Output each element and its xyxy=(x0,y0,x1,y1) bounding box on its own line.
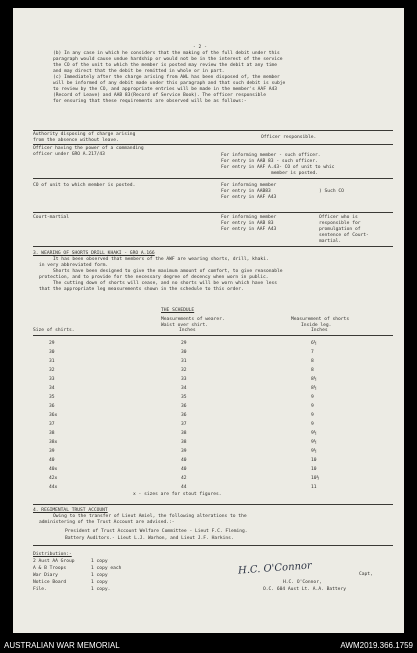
text-line: that the appropriate leg measurements shown in the schedule to this order. xyxy=(39,287,244,292)
schedule-size-cell: 40x xyxy=(49,467,58,472)
schedule-size-cell: 34 xyxy=(49,386,55,391)
schedule-waist-cell: 37 xyxy=(181,422,187,427)
schedule-waist-cell: 38 xyxy=(181,440,187,445)
schedule-waist-cell: 36 xyxy=(181,413,187,418)
schedule-waist-cell: 40 xyxy=(181,458,187,463)
schedule-size-cell: 31 xyxy=(49,359,55,364)
schedule-leg-cell: 9 xyxy=(311,413,314,418)
row-right: For entry in AAB83 xyxy=(221,189,271,194)
text-line: Owing to the transfer of Lieut Amiel, the following alterations to the xyxy=(53,514,247,519)
row-right: For entry in AAF A.43- CO of unit to whic xyxy=(221,165,335,170)
distribution-label: War Diary xyxy=(33,573,58,578)
handwritten-signature: H.C. O'Connor xyxy=(237,560,313,577)
schedule-waist-cell: 38 xyxy=(181,431,187,436)
col-header: Inches xyxy=(179,328,196,333)
schedule-waist-cell: 42 xyxy=(181,476,187,481)
schedule-size-cell: 40 xyxy=(49,458,55,463)
schedule-waist-cell: 29 xyxy=(181,341,187,346)
row-right: For informing member - such officer. xyxy=(221,153,321,158)
rule xyxy=(33,144,393,145)
row-left: CO of unit to which member is posted. xyxy=(33,183,136,188)
schedule-size-cell: 42x xyxy=(49,476,58,481)
row-right: For entry in AAB 83 xyxy=(221,221,274,226)
distribution-copies: 1 copy xyxy=(91,580,108,585)
rule xyxy=(33,545,393,546)
schedule-size-cell: 36 xyxy=(49,404,55,409)
row-right: For informing member xyxy=(221,183,277,188)
schedule-waist-cell: 40 xyxy=(181,467,187,472)
text-line: (c) Immediately after the charge arising from AWL has been disposed of, the member xyxy=(53,75,280,80)
distribution-title: Distribution:- xyxy=(33,552,72,557)
section-heading: 3. WEARING OF SHORTS DRILL KHAKI - GRO A.166 xyxy=(33,251,155,256)
distribution-copies: 1 copy xyxy=(91,573,108,578)
distribution-copies: 1 copy each xyxy=(91,566,122,571)
col-header: Size of shirts. xyxy=(33,328,75,333)
schedule-size-cell: 35 xyxy=(49,395,55,400)
schedule-size-cell: 36x xyxy=(49,413,58,418)
schedule-leg-cell: 8½ xyxy=(311,377,317,382)
schedule-leg-cell: 7 xyxy=(311,350,314,355)
schedule-title: THE SCHEDULE xyxy=(161,308,195,313)
distribution-label: 2 Aust AA Group xyxy=(33,559,75,564)
distribution-label: File. xyxy=(33,587,47,592)
signature-rank: Capt, xyxy=(359,572,373,577)
schedule-waist-cell: 33 xyxy=(181,377,187,382)
schedule-leg-cell: 9½ xyxy=(311,431,317,436)
schedule-size-cell: 38x xyxy=(49,440,58,445)
text-line: The cutting down of shorts will cease, and no shorts will be worn which have less xyxy=(53,281,278,286)
schedule-leg-cell: 8 xyxy=(311,368,314,373)
schedule-leg-cell: 11 xyxy=(311,485,317,490)
archive-footer xyxy=(0,639,417,653)
col-header: Inside leg. xyxy=(301,323,332,328)
schedule-waist-cell: 44 xyxy=(181,485,187,490)
row-left: Officer having the power of a commanding xyxy=(33,146,144,151)
schedule-waist-cell: 32 xyxy=(181,368,187,373)
schedule-size-cell: 33 xyxy=(49,377,55,382)
schedule-size-cell: 30 xyxy=(49,350,55,355)
distribution-label: Notice Board xyxy=(33,580,67,585)
text-line: and may direct that the debit be remitted in whole or in part. xyxy=(53,69,225,74)
rule xyxy=(33,212,393,213)
schedule-leg-cell: 9 xyxy=(311,422,314,427)
schedule-size-cell: 39 xyxy=(49,449,55,454)
text-line: (Record of Leave) and AAB 83(Record of Service Book). The officer responsible xyxy=(53,93,266,98)
text-line: for ensuring that these requirements are observed will be as follows:- xyxy=(53,99,247,104)
text-line: in very abbreviated form. xyxy=(39,263,109,268)
schedule-leg-cell: 8½ xyxy=(311,386,317,391)
text-line: will be informed of any debit made under this paragraph and that such debit is subje xyxy=(53,81,286,86)
text-line: Battery Auditors.- Lieut L.J. Warhon, and Lieut J.F. Harkins. xyxy=(65,536,234,541)
schedule-footnote: x - sizes are for stout figures. xyxy=(133,492,222,497)
schedule-size-cell: 37 xyxy=(49,422,55,427)
footer-source: AUSTRALIAN WAR MEMORIAL xyxy=(4,641,120,650)
text-line: the CO of the unit to which the member is posted may review the debit at any time xyxy=(53,63,278,68)
text-line: Shorts have been designed to give the maximum amount of comfort, to give reasonable xyxy=(53,269,283,274)
row-right: For informing member xyxy=(221,215,277,220)
col-header: Inches xyxy=(311,328,328,333)
schedule-waist-cell: 31 xyxy=(181,359,187,364)
distribution-label: A & B Troops xyxy=(33,566,67,571)
distribution-copies: 1 copy xyxy=(91,559,108,564)
row-note: promulgation of xyxy=(319,227,361,232)
distribution-copies: 1 copy. xyxy=(91,587,111,592)
text-line: administering of the Trust Account are advised.:- xyxy=(39,520,175,525)
rule xyxy=(33,335,393,336)
header-left: Authority disposing of charge arising xyxy=(33,132,136,137)
schedule-waist-cell: 39 xyxy=(181,449,187,454)
row-note: ) Such CO xyxy=(319,189,344,194)
row-right: For entry in AAF A43 xyxy=(221,227,277,232)
schedule-size-cell: 29 xyxy=(49,341,55,346)
row-left: officer under GRO A.217/43 xyxy=(33,152,105,157)
schedule-leg-cell: 6½ xyxy=(311,341,317,346)
schedule-leg-cell: 9 xyxy=(311,395,314,400)
schedule-leg-cell: 10 xyxy=(311,467,317,472)
header-left: from the absence without leave. xyxy=(33,138,119,143)
row-right: member is posted. xyxy=(271,171,319,176)
rule xyxy=(33,504,393,505)
header-right: Officer responsible. xyxy=(261,135,317,140)
row-right: For entry in AAB 83 - such officer. xyxy=(221,159,318,164)
text-line: (b) In any case in which he considers that the making of the full debit under this xyxy=(53,51,280,56)
schedule-size-cell: 44x xyxy=(49,485,58,490)
text-line: to review by the CO, and appropriate entries will be made in the member's AAF A43 xyxy=(53,87,278,92)
schedule-leg-cell: 8 xyxy=(311,359,314,364)
row-note: martial. xyxy=(319,239,342,244)
schedule-leg-cell: 9 xyxy=(311,404,314,409)
text-line: President of Trust Account Welfare Committee - Lieut F.C. Fleming. xyxy=(65,529,248,534)
col-header: Measurements of wearer. xyxy=(161,317,225,322)
page-number: - 2 - xyxy=(193,45,207,50)
schedule-size-cell: 32 xyxy=(49,368,55,373)
rule xyxy=(33,246,393,247)
schedule-waist-cell: 30 xyxy=(181,350,187,355)
rule xyxy=(33,130,393,131)
text-line: paragraph would cause undue hardship or would not be in the interest of the service xyxy=(53,57,283,62)
col-header: Waist over shirt. xyxy=(161,323,209,328)
schedule-leg-cell: 9½ xyxy=(311,449,317,454)
schedule-waist-cell: 34 xyxy=(181,386,187,391)
text-line: protection, and to provide for the necessary degree of decency when worn in public. xyxy=(39,275,269,280)
schedule-leg-cell: 10½ xyxy=(311,476,320,481)
schedule-leg-cell: 9½ xyxy=(311,440,317,445)
col-header: Measurement of shorts xyxy=(291,317,350,322)
schedule-leg-cell: 10 xyxy=(311,458,317,463)
section-heading: 4. REGIMENTAL TRUST ACCOUNT xyxy=(33,508,108,513)
footer-accession: AWM2019.366.1759 xyxy=(340,641,413,650)
row-note: Officer who is xyxy=(319,215,358,220)
signature-title: O.C. 604 Aust Lt. A.A. Battery xyxy=(263,587,346,592)
text-line: It has been observed that members of the AWF are wearing shorts, drill, khaki. xyxy=(53,257,269,262)
document-page xyxy=(13,8,404,633)
row-right: For entry in AAF A43 xyxy=(221,195,277,200)
signature-name: H.C. O'Connor, xyxy=(283,580,322,585)
schedule-waist-cell: 36 xyxy=(181,404,187,409)
row-note: sentence of Court- xyxy=(319,233,369,238)
rule xyxy=(33,178,393,179)
row-left: Court-martial xyxy=(33,215,69,220)
schedule-size-cell: 38 xyxy=(49,431,55,436)
schedule-waist-cell: 35 xyxy=(181,395,187,400)
row-note: responsible for xyxy=(319,221,361,226)
